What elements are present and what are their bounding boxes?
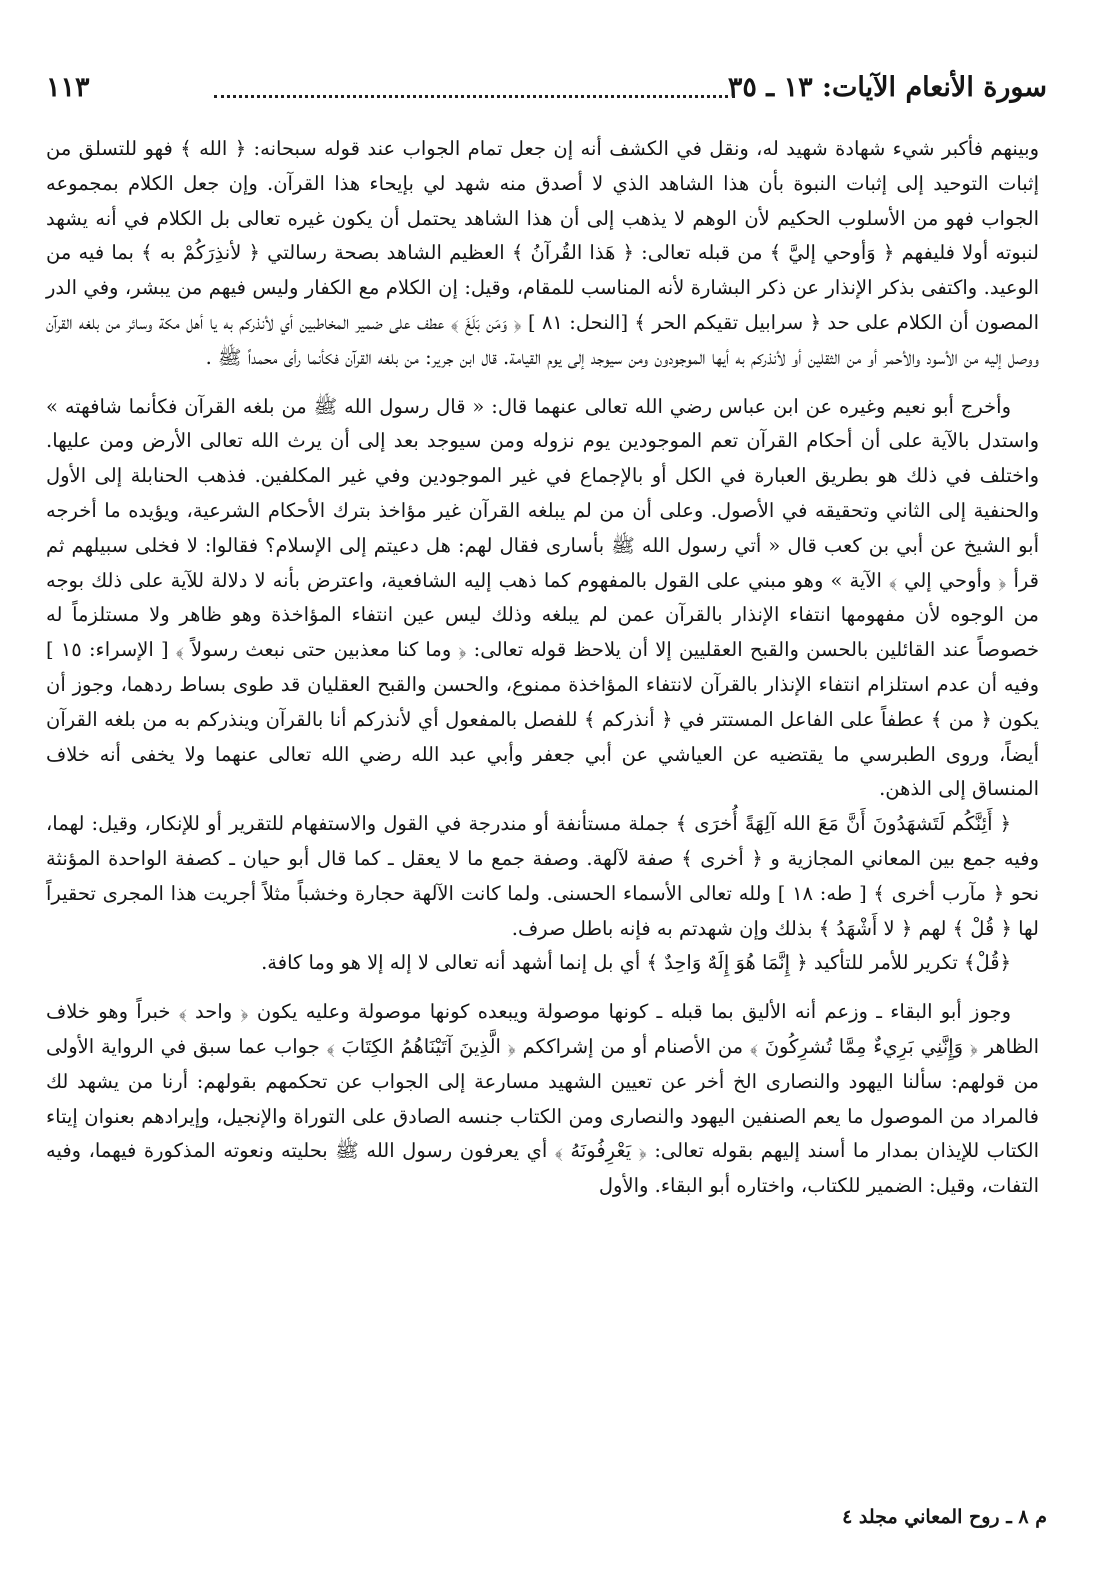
page-header — [46, 64, 1047, 114]
paragraph-4: ﴿قُلْ﴾ تكرير للأمر للتأكيد ﴿ إِنَّمَا هُوَ إِلَهٌ وَاحِدٌ ﴾ أي بل إنما أشهد أنه تعالى لا إله إلا هو وما كافة. — [261, 951, 1011, 975]
running-head: سورة الأنعام الآيات: ١٣ ـ ٣٥ — [727, 72, 1047, 103]
paragraph-5: وجوز أبو البقاء ـ وزعم أنه الأليق بما قبله ـ كونها موصولة ويبعده كونها موصولة وعليه يكون ﴿ واحد ﴾ خبراً وهو خلاف الظاهر ﴿ وَإِنَّنِي بَرِيءٌ مِمَّا تُشرِكُونَ ﴾ من الأصنام أو من إشراككم ﴿ الَّذِينَ آتَيْنَاهُمُ الكِتَابَ ﴾ جواب عما سبق في الرواية الأولى من قولهم: سألنا اليهود والنصارى الخ أخر عن تعيين الشهيد مسارعة إلى الجواب عن تحكمهم بقولهم: أرنا من يشهد لك فالمراد من الموصول ما يعم الصنفين اليهود والنصارى ومن الكتاب جنسه الصادق على التوراة والإنجيل، وإيرادهم بعنوان إيتاء الكتاب للإيذان بمدار ما أسند إليهم بقوله تعالى: ﴿ يَعْرِفُونَهُ ﴾ أي يعرفون رسول الله ﷺ بحليته ونعوته المذكورة فيهما، وفيه التفات، وقيل: الضمير للكتاب، واختاره أبو البقاء. والأول — [46, 1000, 1039, 1198]
paragraph-1: وبينهم فأكبر شيء شهادة شهيد له، ونقل في الكشف أنه إن جعل تمام الجواب عند قوله سبحانه: ﴿ الله ﴾ فهو للتسلق من إثبات التوحيد إلى إثبات النبوة بأن هذا الشاهد الذي لا أصدق منه شهد لي بإيحاء هذا القرآن. وإن جعل الكلام بمجموعه الجواب فهو من الأسلوب الحكيم لأن الوهم لا يذهب إلى أن هذا الشاهد يحتمل أن يكون غيره تعالى بل الكلام في أنه يشهد لنبوته أولا فليفهم ﴿ وَأوحي إليَّ ﴾ من قبله تعالى: ﴿ هَذا القُرآنُ ﴾ العظيم الشاهد بصحة رسالتي ﴿ لأنذِرَكُمْ به ﴾ بما فيه من الوعيد. واكتفى بذكر الإنذار عن ذكر البشارة لأنه المناسب للمقام، وقيل: إن الكلام مع الكفار وليس فيهم من يبشر، وفي الدر المصون أن الكلام على حد ﴿ سرابيل تقيكم الحر ﴾ [النحل: ٨١ ] ﴿ وَمَن بَلَغَ ﴾ عطف على ضمير المخاطبين أي لأنذركم به يا أهل مكة وسائر من بلغه القرآن ووصل إليه من الأسود والأحمر أو من الثقلين أو لأنذركم به أيها الموجودون ومن سيوجد إلى يوم القيامة. قال ابن جرير: من بلغه القرآن فكأنما رأى محمداً ﷺ . — [46, 137, 1040, 369]
page-number: ١١٣ — [46, 72, 90, 103]
dotted-leader — [214, 95, 735, 98]
page-body — [46, 132, 1039, 1204]
paragraph-2: وأخرج أبو نعيم وغيره عن ابن عباس رضي الله تعالى عنهما قال: « قال رسول الله ﷺ من بلغه القرآن فكأنما شافهته » واستدل بالآية على أن أحكام القرآن تعم الموجودين يوم نزوله ومن سيوجد بعد إلى أن يرث الله تعالى الأرض ومن عليها. واختلف في ذلك هو بطريق العبارة في الكل أو بالإجماع في غير الموجودين وفي غير المكلفين. فذهب الحنابلة إلى الأول والحنفية إلى الثاني وتحقيقه في الأصول. وعلى أن من لم يبلغه القرآن غير مؤاخذ بترك الأحكام الشرعية، ويؤيده ما أخرجه أبو الشيخ عن أبي بن كعب قال « أتي رسول الله ﷺ بأسارى فقال لهم: هل دعيتم إلى الإسلام؟ فقالوا: لا فخلى سبيلهم ثم قرأ ﴿ وأوحي إلي ﴾ الآية » وهو مبني على القول بالمفهوم كما ذهب إليه الشافعية، واعترض بأنه لا دلالة للآية على ذلك بوجه من الوجوه لأن مفهومها انتفاء الإنذار بالقرآن عمن لم يبلغه وذلك ليس عين انتفاء المؤاخذة وهو ظاهر ولا مستلزماً له خصوصاً عند القائلين بالحسن والقبح العقليين إلا أن يلاحظ قوله تعالى: ﴿ وما كنا معذبين حتى نبعث رسولاً ﴾ [ الإسراء: ١٥ ] وفيه أن عدم استلزام انتفاء الإنذار بالقرآن لانتفاء المؤاخذة ممنوع، والحسن والقبح العقليان قد طوى بساط ردهما، وجوز أن يكون ﴿ من ﴾ عطفاً على الفاعل المستتر في ﴿ أنذركم ﴾ للفصل بالمفعول أي لأنذركم أنا بالقرآن وينذركم به من بلغه القرآن أيضاً، وروى الطبرسي ما يقتضيه عن العياشي عن أبي جعفر وأبي عبد الله رضي الله تعالى عنهما ولا يخفى أنه خلاف المنساق إلى الذهن. — [46, 394, 1039, 801]
paragraph-3: ﴿ أَئِنَّكُم لَتَشهَدُونَ أَنَّ مَعَ الله آلِهَةً أُخرَى ﴾ جملة مستأنفة أو مندرجة في القول والاستفهام للتقرير أو للإنكار، وقيل: لهما، وفيه جمع بين المعاني المجازية و ﴿ أخرى ﴾ صفة لآلهة. وصفة جمع ما لا يعقل ـ كما قال أبو حيان ـ كصفة الواحدة المؤنثة نحو ﴿ مآرب أخرى ﴾ [ طه: ١٨ ] ولله تعالى الأسماء الحسنى. ولما كانت الآلهة حجارة وخشباً مثلاً أجريت هذا المجرى تحقيراً لها ﴿ قُلْ ﴾ لهم ﴿ لا أَشْهَدُ ﴾ بذلك وإن شهدتم به فإنه باطل صرف. — [46, 812, 1040, 940]
printer-signature: م ٨ ـ روح المعاني مجلد ٤ — [842, 1506, 1047, 1528]
